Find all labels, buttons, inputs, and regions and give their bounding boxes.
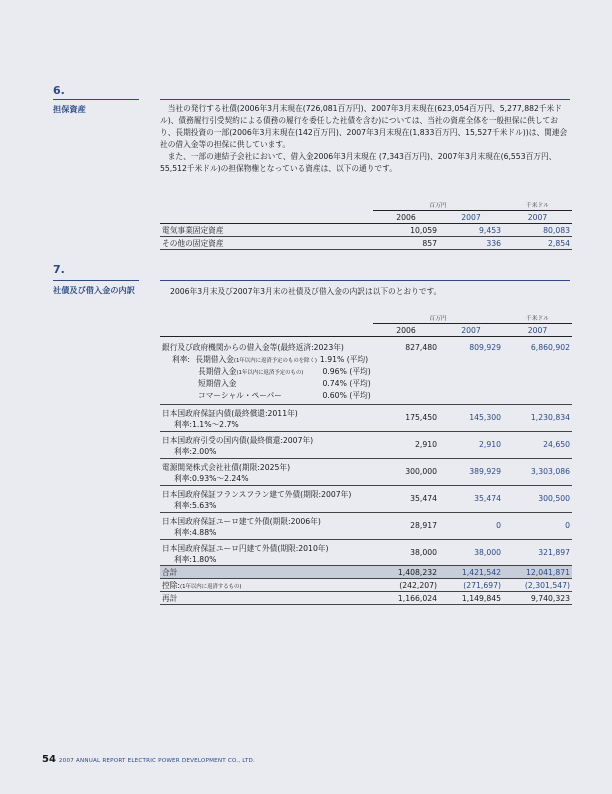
section-6-text (160, 103, 572, 175)
value-2007: 9,453 (439, 224, 503, 237)
value-2006: 2,910 (414, 440, 437, 449)
table-row (160, 237, 572, 250)
paragraph: また、一部の連結子会社において、借入金2006年3月末現在 (7,343百万円)、2007年3月末現在(6,553百万円、55,512千米ドル)の担保物権となっている資産は、以下の通りです。 (160, 152, 557, 173)
row-sublabel: 利率:2.00% (174, 447, 217, 456)
value-usd: 2,854 (503, 237, 572, 250)
value-2006: 827,480 (405, 342, 437, 352)
paragraph: 当社の発行する社債(2006年3月末現在(726,081百万円)、2007年3月末現在(623,054百万円、5,277,882千米ドル)、債務履行引受契約による債務の履行を委任した社債を含む)については、当社の資産全体を一般担保に供しており、長期投資の一部(2006年3月末現在(142百万円)、2007年3月末現在(1,833百万円、15,527千米ドル))は、関連会社の借入金等の担保に供しています。 (160, 104, 568, 149)
row-label: 日本国政府引受の国内債(最終償還:2007年) (162, 436, 314, 445)
value-2007: (271,697) (439, 579, 503, 592)
row-label: 控除: (162, 580, 180, 590)
value-2007: 1,421,542 (439, 566, 503, 579)
body-rule-7 (160, 280, 570, 281)
value-2007: 809,929 (469, 342, 501, 352)
value-2006: 1,408,232 (373, 566, 439, 579)
unit-yen: 百万円 (373, 198, 503, 211)
intro-text: 2006年3月末及び2007年3月末の社債及び借入金の内訳は以下のとおりです。 (170, 287, 442, 296)
value-usd: 6,860,902 (530, 342, 570, 352)
rate-label: 長期借入金 (198, 366, 237, 376)
value-2007: 145,300 (469, 413, 501, 422)
rate-row (160, 353, 572, 365)
section-rule-7 (53, 280, 139, 281)
year-2007-usd: 2007 (503, 211, 572, 224)
table-row (160, 540, 572, 566)
rate-prefix: 利率: (172, 354, 190, 364)
rate-row (160, 389, 572, 405)
value-2006: 10,059 (373, 224, 439, 237)
table-row (160, 513, 572, 539)
rate-value: 0.74% (平均) (322, 378, 371, 388)
table-row (160, 405, 572, 431)
row-label: 銀行及び政府機関からの借入金等(最終返済:2023年) (162, 342, 344, 352)
rate-note: (1年以内に返済予定のものを除く) (233, 357, 317, 364)
row-sublabel: 利率:0.93%〜2.24% (174, 474, 249, 483)
value-usd: 9,740,323 (503, 592, 572, 605)
rate-value: 0.60% (平均) (322, 390, 371, 400)
year-2006: 2006 (373, 211, 439, 224)
table-row (160, 432, 572, 458)
year-2006: 2006 (373, 324, 439, 337)
value-2006: 38,000 (410, 548, 437, 557)
value-2006: (242,207) (373, 579, 439, 592)
net-row (160, 592, 572, 605)
row-note: (1年以内に返済するもの) (179, 583, 242, 590)
footer-text: 2007 ANNUAL REPORT ELECTRIC POWER DEVELOPMENT CO., LTD. (58, 758, 255, 764)
value-usd: 0 (565, 521, 570, 530)
value-2007: 336 (439, 237, 503, 250)
table-row (160, 459, 572, 485)
value-2006: 28,917 (410, 521, 437, 530)
table-row (160, 224, 572, 237)
page-footer (42, 754, 255, 765)
collateral-table (160, 198, 572, 250)
row-sublabel: 利率:1.1%〜2.7% (174, 420, 239, 429)
section-title-7: 社債及び借入金の内訳 (53, 285, 135, 295)
value-usd: 80,083 (503, 224, 572, 237)
value-2006: 857 (373, 237, 439, 250)
value-2006: 175,450 (405, 413, 437, 422)
row-label: 再計 (160, 592, 373, 605)
row-label: 電気事業固定資産 (160, 224, 373, 237)
table-row (160, 486, 572, 512)
value-usd: (2,301,547) (503, 579, 572, 592)
rate-row (160, 365, 572, 377)
section-rule-6 (53, 99, 139, 100)
value-usd: 3,303,086 (530, 467, 570, 476)
rate-label: 長期借入金 (195, 354, 234, 364)
value-2007: 35,474 (474, 494, 501, 503)
page-number: 54 (42, 754, 56, 765)
row-label: その他の固定資産 (160, 237, 373, 250)
value-usd: 12,041,871 (503, 566, 572, 579)
row-sublabel: 利率:4.88% (174, 528, 217, 537)
value-2006: 300,000 (405, 467, 437, 476)
rate-label: 短期借入金 (198, 378, 237, 388)
value-usd: 1,230,834 (530, 413, 570, 422)
value-2007: 2,910 (478, 440, 501, 449)
row-label: 合計 (160, 566, 373, 579)
row-sublabel: 利率:5.63% (174, 501, 217, 510)
deduct-row (160, 579, 572, 592)
section-number-7: 7. (53, 263, 65, 276)
value-2007: 0 (496, 521, 501, 530)
year-2007: 2007 (439, 211, 503, 224)
row-label: 電源開発株式会社社債(期限:2025年) (162, 463, 291, 472)
row-label: 日本国政府保証ユーロ円建て外債(期限:2010年) (162, 544, 329, 553)
section-7-intro (160, 286, 572, 298)
table-row (160, 337, 572, 354)
value-usd: 321,897 (538, 548, 570, 557)
value-2007: 389,929 (469, 467, 501, 476)
year-2007: 2007 (439, 324, 503, 337)
total-row (160, 566, 572, 579)
row-label: 日本国政府保証フランスフラン建て外債(期限:2007年) (162, 490, 352, 499)
rate-value: 1.91% (平均) (319, 354, 369, 364)
rate-label: コマーシャル・ペーパー (198, 390, 282, 400)
row-sublabel: 利率:1.80% (174, 555, 217, 564)
value-usd: 24,650 (543, 440, 570, 449)
body-rule-6 (160, 99, 570, 100)
row-label: 日本国政府保証内債(最終償還:2011年) (162, 409, 298, 418)
rate-note: (1年以内に返済予定のもの) (236, 369, 304, 376)
unit-usd: 千米ドル (503, 198, 572, 211)
section-title-6: 担保資産 (53, 104, 86, 114)
value-2007: 38,000 (474, 548, 501, 557)
value-2006: 1,166,024 (373, 592, 439, 605)
value-2007: 1,149,845 (439, 592, 503, 605)
value-usd: 300,500 (538, 494, 570, 503)
unit-yen: 百万円 (373, 311, 503, 324)
unit-usd: 千米ドル (503, 311, 572, 324)
rate-value: 0.96% (平均) (322, 366, 371, 376)
row-label: 日本国政府保証ユーロ建て外債(期限:2006年) (162, 517, 321, 526)
rate-row (160, 377, 572, 389)
value-2006: 35,474 (410, 494, 437, 503)
borrowings-table (160, 311, 572, 605)
year-2007-usd: 2007 (503, 324, 572, 337)
section-number-6: 6. (53, 84, 65, 97)
